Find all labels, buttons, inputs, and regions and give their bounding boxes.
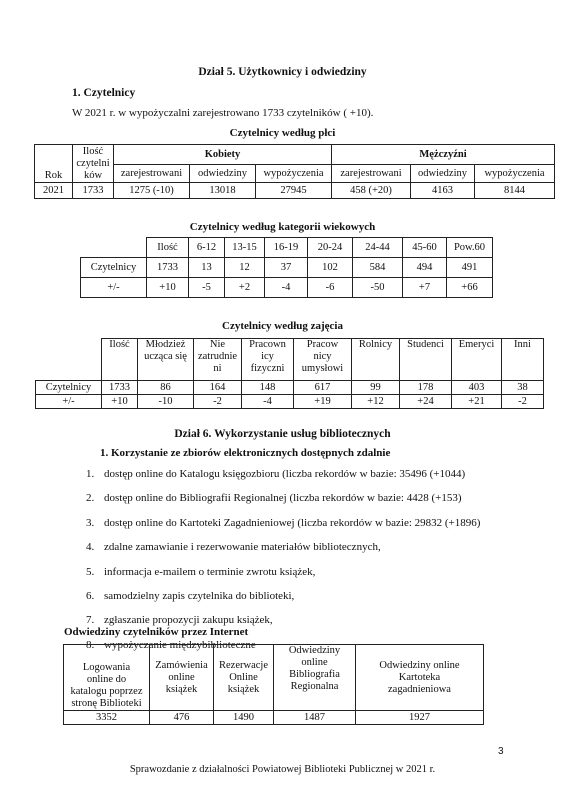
age-cell: 1733 xyxy=(147,258,189,278)
gender-subheader: wypożyczenia xyxy=(475,165,555,183)
internet-table-title: Odwiedziny czytelników przez Internet xyxy=(64,626,249,638)
occupation-cell: +21 xyxy=(452,395,502,409)
occupation-cell: -2 xyxy=(194,395,242,409)
age-header: 13-15 xyxy=(225,238,265,258)
section5-intro: W 2021 r. w wypożyczalni zarejestrowano 1733 czytelników ( +10). xyxy=(72,107,374,119)
internet-header: Zamówienia online książek xyxy=(150,645,214,711)
internet-header: Rezerwacje Online książek xyxy=(214,645,274,711)
list-item: 4. zdalne zamawianie i rezerwowanie materiałów bibliotecznych, xyxy=(86,541,381,554)
occupation-cell: 86 xyxy=(138,381,194,395)
occupation-cell: 99 xyxy=(352,381,400,395)
occupation-cell: 178 xyxy=(400,381,452,395)
occupation-cell: 403 xyxy=(452,381,502,395)
occupation-header: Rolnicy xyxy=(352,339,400,381)
occupation-cell: 164 xyxy=(194,381,242,395)
list-item: 2. dostęp online do Bibliografii Regionalnej (liczba rekordów w bazie: 4428 (+153) xyxy=(86,492,462,505)
table-row xyxy=(81,258,493,278)
age-cell: 12 xyxy=(225,258,265,278)
gender-col-rok: Rok xyxy=(35,145,73,183)
table-row xyxy=(36,395,544,409)
occupation-header-row xyxy=(36,339,544,381)
age-table-title: Czytelnicy według kategorii wiekowych xyxy=(189,221,376,233)
occupation-header: Pracow nicy umysłowi xyxy=(294,339,352,381)
list-item: 1. dostęp online do Katalogu księgozbioru (liczba rekordów w bazie: 35496 (+1044) xyxy=(86,468,466,480)
occupation-header: Pracown icy fizyczni xyxy=(242,339,294,381)
list-item: 5. informacja e-mailem o terminie zwrotu książek, xyxy=(86,565,316,578)
gender-cell: 27945 xyxy=(256,183,332,199)
gender-cell: 13018 xyxy=(190,183,256,199)
occupation-header: Ilość xyxy=(102,339,138,381)
age-header: 16-19 xyxy=(265,238,308,258)
age-cell: 102 xyxy=(308,258,353,278)
table-row xyxy=(36,381,544,395)
occupation-header-empty xyxy=(36,339,102,381)
internet-header: Logowania online do katalogu poprzez stronę Biblioteki xyxy=(64,645,150,711)
age-header: Ilość xyxy=(147,238,189,258)
gender-cell: 2021 xyxy=(35,183,73,199)
occupation-cell: +24 xyxy=(400,395,452,409)
page-number: 3 xyxy=(498,746,504,757)
occupation-cell: +19 xyxy=(294,395,352,409)
gender-header-kobiety: Kobiety xyxy=(114,145,332,165)
occupation-cell: +/- xyxy=(36,395,102,409)
occupation-cell: 38 xyxy=(502,381,544,395)
gender-cell: 1275 (-10) xyxy=(114,183,190,199)
occupation-cell: -4 xyxy=(242,395,294,409)
age-cell: 491 xyxy=(447,258,493,278)
age-cell: -6 xyxy=(308,278,353,298)
list-item: 7. zgłaszanie propozycji zakupu książek, xyxy=(86,614,273,627)
section5-title: Dział 5. Użytkownicy i odwiedziny xyxy=(198,66,367,78)
occupation-cell: 617 xyxy=(294,381,352,395)
internet-cell: 3352 xyxy=(64,711,150,725)
internet-cell: 476 xyxy=(150,711,214,725)
occupation-cell: +10 xyxy=(102,395,138,409)
age-cell: -5 xyxy=(189,278,225,298)
internet-header: Odwiedziny online Bibliografia Regionalna xyxy=(274,645,356,711)
internet-header: Odwiedziny online Kartoteka zagadnieniowa xyxy=(356,645,484,711)
table-row xyxy=(64,711,484,725)
gender-subheader: zarejestrowani xyxy=(114,165,190,183)
internet-cell: 1927 xyxy=(356,711,484,725)
age-header: Pow.60 xyxy=(447,238,493,258)
gender-cell: 1733 xyxy=(73,183,114,199)
age-table xyxy=(80,237,493,298)
internet-cell: 1487 xyxy=(274,711,356,725)
occupation-cell: +12 xyxy=(352,395,400,409)
gender-subheader: zarejestrowani xyxy=(332,165,411,183)
gender-subheader: odwiedziny xyxy=(190,165,256,183)
age-cell: -50 xyxy=(353,278,403,298)
occupation-header: Młodzież ucząca się xyxy=(138,339,194,381)
gender-table-title: Czytelnicy według płci xyxy=(229,127,336,139)
occupation-cell: 1733 xyxy=(102,381,138,395)
age-cell: 13 xyxy=(189,258,225,278)
gender-cell: 458 (+20) xyxy=(332,183,411,199)
occupation-cell: 148 xyxy=(242,381,294,395)
age-header: 6-12 xyxy=(189,238,225,258)
age-cell: 494 xyxy=(403,258,447,278)
occupation-header: Nie zatrudnie ni xyxy=(194,339,242,381)
occupation-cell: -2 xyxy=(502,395,544,409)
occupation-table xyxy=(35,338,544,409)
age-cell: +10 xyxy=(147,278,189,298)
page-footer: Sprawozdanie z działalności Powiatowej Biblioteki Publicznej w 2021 r. xyxy=(129,764,436,775)
occupation-header: Emeryci xyxy=(452,339,502,381)
section6-title: Dział 6. Wykorzystanie usług bibliotecznych xyxy=(174,428,391,440)
gender-table xyxy=(34,144,555,199)
internet-header-row xyxy=(64,645,484,711)
gender-subheader: odwiedziny xyxy=(411,165,475,183)
age-cell: +/- xyxy=(81,278,147,298)
age-header-empty xyxy=(81,238,147,258)
age-cell: +2 xyxy=(225,278,265,298)
occupation-header: Studenci xyxy=(400,339,452,381)
table-row xyxy=(81,278,493,298)
list-item: 8. wypożyczanie międzybiblioteczne xyxy=(86,638,256,651)
age-cell: -4 xyxy=(265,278,308,298)
list-item: 3. dostęp online do Kartoteki Zagadnieniowej (liczba rekordów w bazie: 29832 (+1896) xyxy=(86,516,481,529)
age-cell: Czytelnicy xyxy=(81,258,147,278)
gender-cell: 4163 xyxy=(411,183,475,199)
gender-header-mezczyzni: Mężczyźni xyxy=(332,145,555,165)
internet-cell: 1490 xyxy=(214,711,274,725)
internet-table xyxy=(63,644,484,725)
age-cell: 584 xyxy=(353,258,403,278)
occupation-cell: Czytelnicy xyxy=(36,381,102,395)
age-cell: 37 xyxy=(265,258,308,278)
gender-cell: 8144 xyxy=(475,183,555,199)
gender-subheader: wypożyczenia xyxy=(256,165,332,183)
gender-col-ilosc: Ilość czytelni ków xyxy=(73,145,114,183)
list-item: 6. samodzielny zapis czytelnika do biblioteki, xyxy=(86,589,295,602)
occupation-header: Inni xyxy=(502,339,544,381)
occupation-table-title: Czytelnicy według zajęcia xyxy=(222,320,343,332)
age-header: 45-60 xyxy=(403,238,447,258)
section5-subsection: 1. Czytelnicy xyxy=(72,87,136,99)
occupation-cell: -10 xyxy=(138,395,194,409)
age-cell: +66 xyxy=(447,278,493,298)
table-row xyxy=(35,183,555,199)
age-header: 20-24 xyxy=(308,238,353,258)
section6-subsection: 1. Korzystanie ze zbiorów elektronicznych dostępnych zdalnie xyxy=(100,447,391,459)
age-header: 24-44 xyxy=(353,238,403,258)
age-cell: +7 xyxy=(403,278,447,298)
age-header-row xyxy=(81,238,493,258)
